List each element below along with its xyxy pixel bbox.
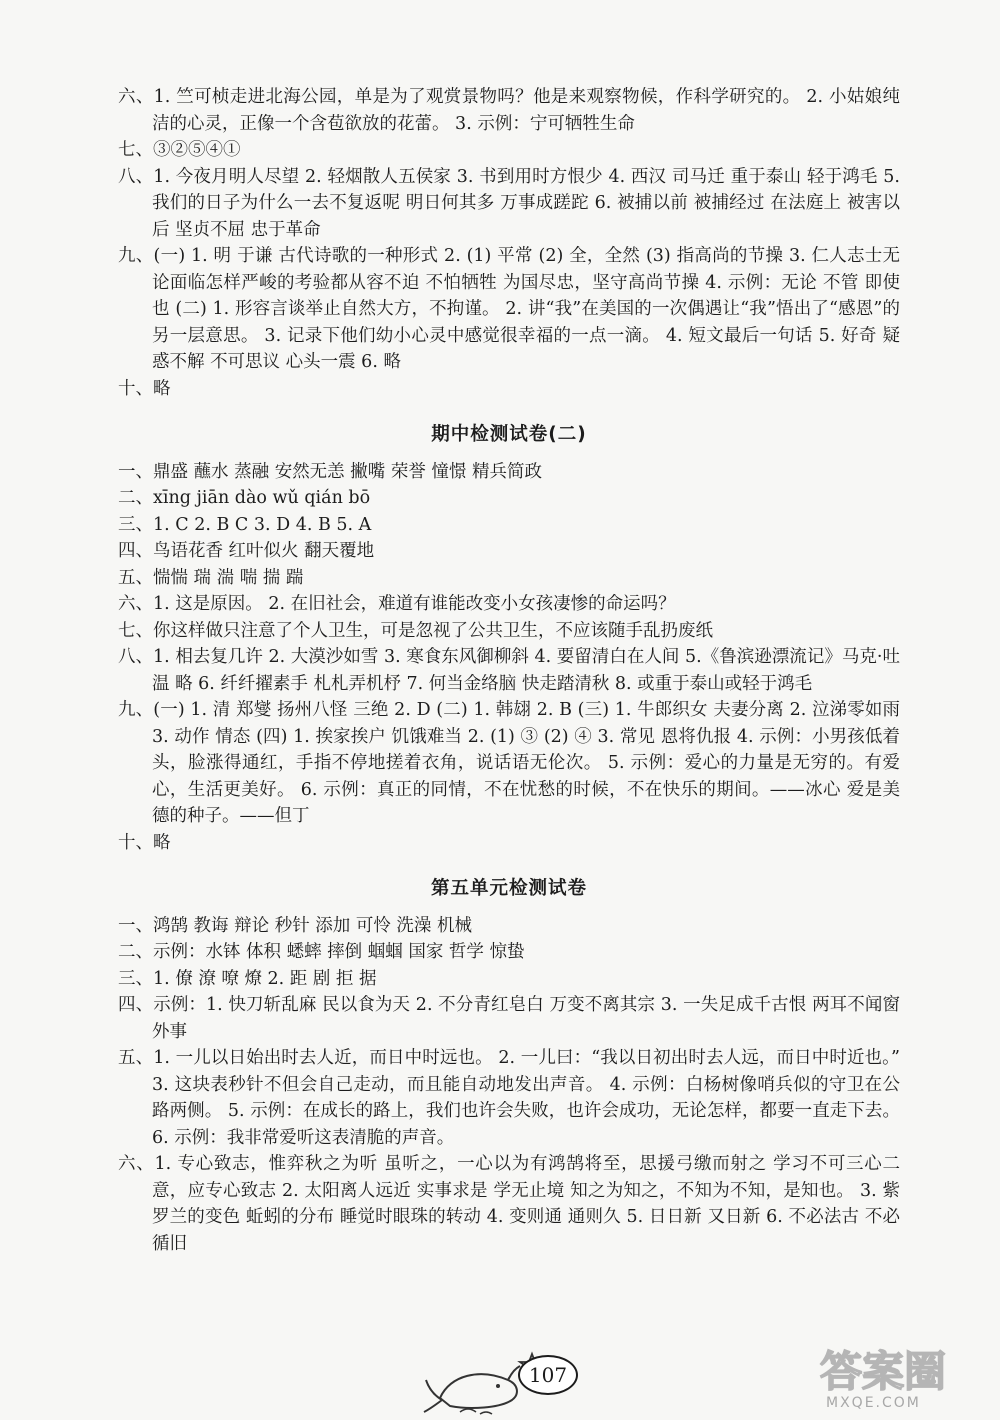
answer-line: 一、鼎盛 蘸水 蒸融 安然无恙 撇嘴 荣誉 憧憬 精兵简政: [118, 461, 542, 482]
page-number: 107: [518, 1355, 578, 1395]
answer-line: 八、1. 相去复几许 2. 大漠沙如雪 3. 寒食东风御柳斜 4. 要留清白在人间 5.《鲁滨逊漂流记》马克·吐温 略 6. 纤纤擢素手 札札弄机杼 7. 何当金络脑 快走踏清秋 8. 或重于泰山或轻于鸿毛: [118, 647, 900, 694]
answer-line: 六、1. 专心致志，惟弈秋之为听 虽听之，一心以为有鸿鹄将至，思援弓缴而射之 学习不可三心二意，应专心致志 2. 太阳离人远近 实事求是 学无止境 知之为知之，不知为不知，是知也。 3. 紫罗兰的变色 蚯蚓的分布 睡觉时眼珠的转动 4. 变则通 通则久 5. 日日新 又日新 6. 不必法古 不必循旧: [118, 1154, 900, 1254]
answer-line: 二、示例：水钵 体积 蟋蟀 摔倒 蝈蝈 国家 哲学 惊蛰: [118, 942, 525, 962]
answer-line: 十、略: [118, 832, 171, 853]
answer-line: 二、xīng jiān dào wǔ qián bō: [118, 488, 371, 508]
answer-line: 九、(一) 1. 清 郑燮 扬州八怪 三绝 2. D (二) 1. 韩翃 2. B (三) 1. 牛郎织女 夫妻分离 2. 泣涕零如雨 3. 动作 情态 (四) 1. 挨家挨户 饥饿难当 2. (1) ③ (2) ④ 3. 常见 恩将仇报 4. 示例：小男孩低着头，脸涨得通红，手指不停地搓着衣角，说话语无伦次。 5. 示例：爱心的力量是无穷的。有爱心，生活更美好。 6. 示例：真正的同情，不在忧愁的时候，不在快乐的期间。——冰心 爱是美德的种子。——但丁: [118, 700, 900, 826]
watermark-url: MXQE.COM: [826, 1395, 921, 1411]
answer-line: 七、③②⑤④①: [118, 140, 241, 160]
section-title-unit5: 第五单元检测试卷: [430, 878, 587, 899]
answer-line: 六、1. 这是原因。 2. 在旧社会，难道有谁能改变小女孩凄惨的命运吗？: [118, 594, 676, 614]
answer-content: [118, 84, 900, 1257]
answer-line: 三、1. 僚 潦 嘹 燎 2. 距 剧 拒 据: [118, 968, 377, 989]
answer-line: 四、鸟语花香 红叶似火 翻天覆地: [118, 541, 375, 561]
svg-text:答案圈: 答案圈: [820, 1347, 947, 1396]
answer-line: 十、略: [118, 378, 171, 399]
answer-line: 四、示例：1. 快刀斩乱麻 民以食为天 2. 不分青红皂白 万变不离其宗 3. 一失足成千古恨 两耳不闻窗外事: [118, 995, 900, 1042]
answer-line: 八、1. 今夜月明人尽望 2. 轻烟散人五侯家 3. 书到用时方恨少 4. 西汉 司马迁 重于泰山 轻于鸿毛 5. 我们的日子为什么一去不复返呢 明日何其多 万事成蹉跎 6. 被捕以前 被捕经过 在法庭上 被害以后 坚贞不屈 忠于革命: [118, 166, 900, 240]
answer-line: 五、1. 一儿以日始出时去人近，而日中时远也。 2. 一儿曰：“我以日初出时去人远，而日中时近也。” 3. 这块表秒针不但会自己走动，而且能自动地发出声音。 4. 示例：白杨树像哨兵似的守卫在公路两侧。 5. 示例：在成长的路上，我们也许会失败，也许会成功，无论怎样，都要一直走下去。 6. 示例：我非常爱听这表清脆的声音。: [118, 1048, 900, 1148]
answer-line: 九、(一) 1. 明 于谦 古代诗歌的一种形式 2. (1) 平常 (2) 全，全然 (3) 指高尚的节操 3. 仁人志士无论面临怎样严峻的考验都从容不迫 不怕牺牲 为国尽忠，坚守高尚节操 4. 示例：无论 不管 即使 也 (二) 1. 形容言谈举止自然大方，不拘谨。 2. 讲“我”在美国的一次偶遇让“我”悟出了“感恩”的另一层意思。 3. 记录下他们幼小心灵中感觉很幸福的一点一滴。 4. 短文最后一句话 5. 好奇 疑惑不解 不可思议 心头一震 6. 略: [118, 246, 900, 372]
answer-line: 一、鸿鹄 教诲 辩论 秒针 添加 可怜 洗澡 机械: [118, 915, 472, 936]
section-title-midterm: 期中检测试卷(二): [431, 424, 587, 445]
answer-line: 三、1. C 2. B C 3. D 4. B 5. A: [118, 514, 372, 535]
answer-line: 五、惴惴 瑞 湍 喘 揣 踹: [118, 567, 304, 588]
answer-line: 六、1. 竺可桢走进北海公园，单是为了观赏景物吗？他是来观察物候，作科学研究的。 2. 小姑娘纯洁的心灵，正像一个含苞欲放的花蕾。 3. 示例：宁可牺牲生命: [118, 87, 900, 134]
answer-line: 七、你这样做只注意了个人卫生，可是忽视了公共卫生，不应该随手乱扔废纸: [118, 620, 713, 641]
